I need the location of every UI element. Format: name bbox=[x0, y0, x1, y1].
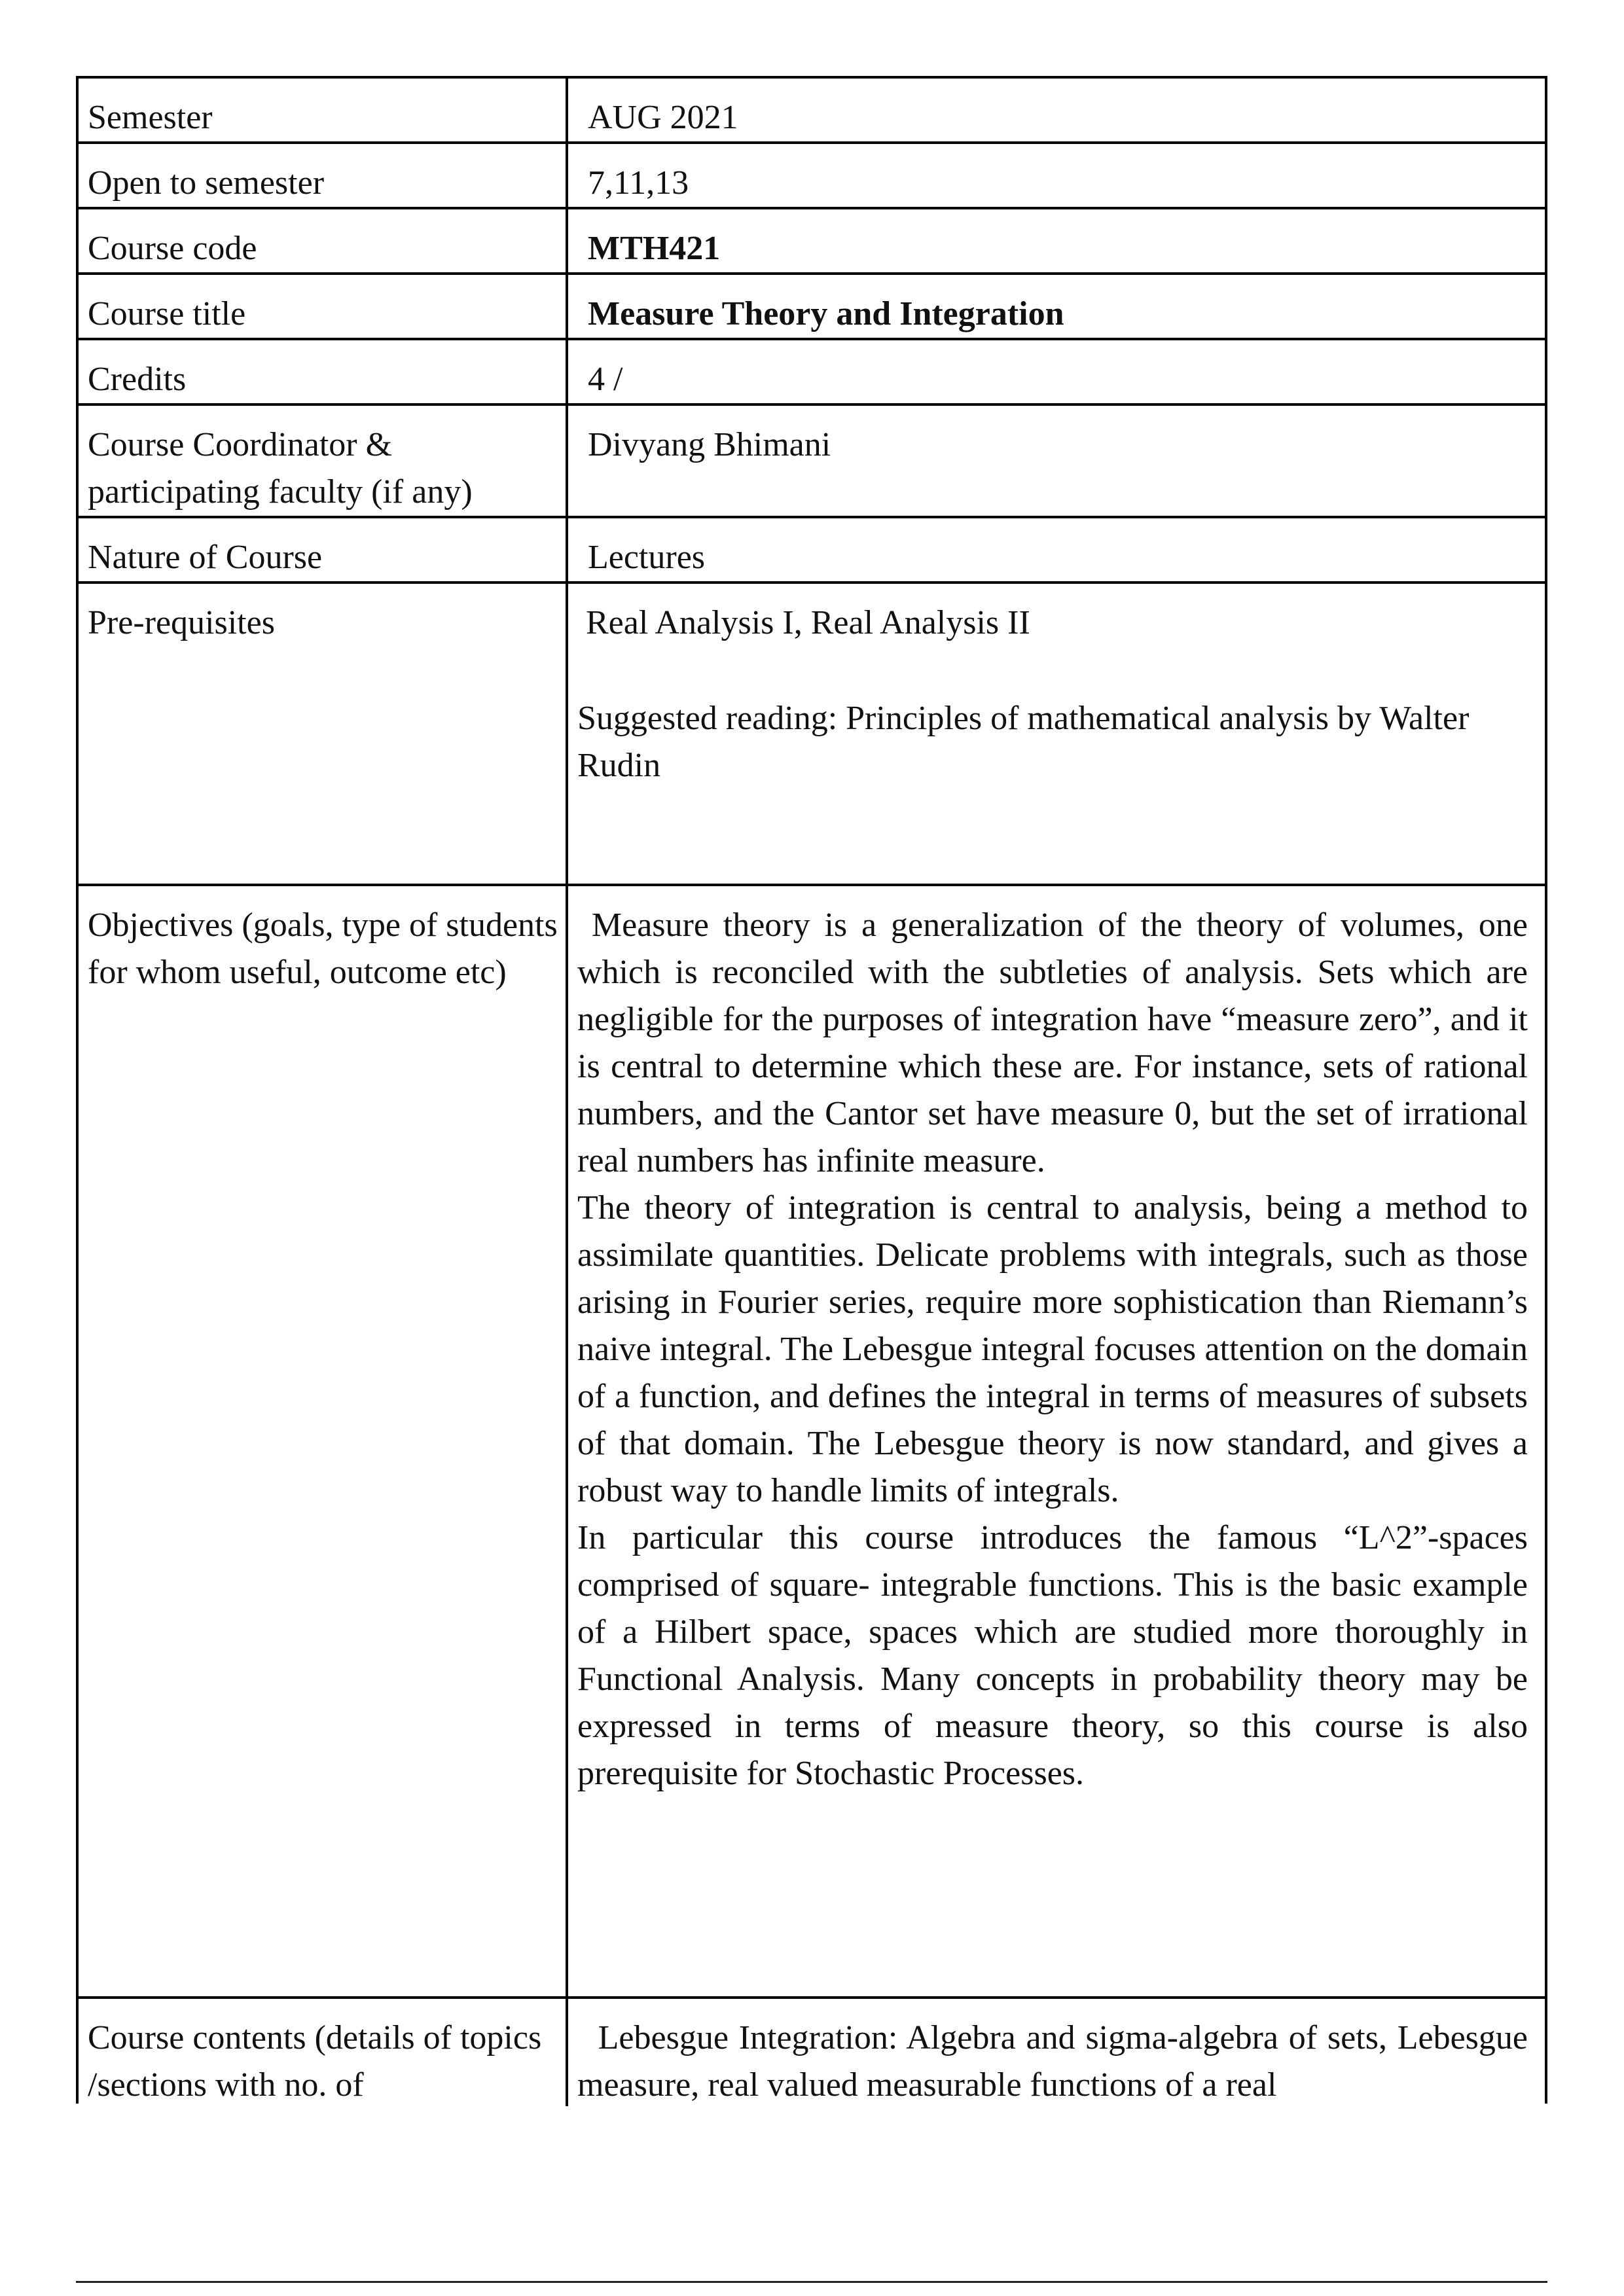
row-label: Objectives (goals, type of students for whom useful, outcome etc) bbox=[79, 886, 568, 1996]
table-row bbox=[79, 275, 1545, 340]
row-label: Course Coordinator & participating faculty (if any) bbox=[79, 406, 568, 516]
table-row bbox=[79, 144, 1545, 209]
row-value: AUG 2021 bbox=[588, 99, 738, 136]
table-row bbox=[79, 209, 1545, 275]
row-label: Nature of Course bbox=[79, 518, 568, 581]
table-row bbox=[79, 1999, 1545, 2106]
course-contents-value bbox=[568, 1999, 1545, 2106]
course-code-value: MTH421 bbox=[588, 230, 721, 267]
objectives-paragraph: Measure theory is a generalization of the theory of volumes, one which is reconciled with the subtleties of analysis. Sets which are negligible for the purposes of integration have “measure zero”, and it is central to determine which these are. For instance, sets of rational numbers, and the Cantor set have measure 0, but the set of irrational real numbers has infinite measure. bbox=[577, 906, 1537, 1179]
row-value: 7,11,13 bbox=[588, 164, 689, 202]
prerequisites-cell bbox=[568, 584, 1545, 884]
course-details-table bbox=[76, 76, 1547, 2104]
course-contents-text: Lebesgue Integration: Algebra and sigma-algebra of sets, Lebesgue measure, real valued measurable functions of a real bbox=[577, 2019, 1537, 2104]
table-row bbox=[79, 584, 1545, 886]
row-label: Open to semester bbox=[79, 144, 568, 207]
suggested-reading: Suggested reading: Principles of mathematical analysis by Walter Rudin bbox=[577, 700, 1478, 784]
objectives-paragraph: In particular this course introduces the famous “L^2”-spaces comprised of square- integrable functions. This is the basic example of a Hilbert space, spaces which are studied more thoroughly in Functional Analysis. Many concepts in probability theory may be expressed in terms of measure theory, so this course is also prerequisite for Stochastic Processes. bbox=[577, 1519, 1536, 1792]
row-value: Divyang Bhimani bbox=[588, 426, 831, 463]
objectives-cell bbox=[568, 886, 1545, 1996]
table-row bbox=[79, 340, 1545, 406]
row-value: 4 / bbox=[588, 361, 623, 398]
objectives-paragraph: The theory of integration is central to analysis, being a method to assimilate quantities. Delicate problems with integrals, such as those arising in Fourier series, require more sophistication than Riemann’s naive integral. The Lebesgue integral focuses attention on the domain of a function, and defines the integral in terms of measures of subsets of that domain. The Lebesgue theory is now standard, and gives a robust way to handle limits of integrals. bbox=[577, 1189, 1536, 1509]
row-label: Semester bbox=[79, 79, 568, 141]
footer-divider bbox=[76, 2281, 1547, 2283]
row-value: Lectures bbox=[588, 539, 706, 576]
row-label: Course code bbox=[79, 209, 568, 272]
table-row bbox=[79, 886, 1545, 1999]
table-row bbox=[79, 79, 1545, 144]
table-row bbox=[79, 518, 1545, 584]
table-row bbox=[79, 406, 1545, 518]
row-label: Pre-requisites bbox=[79, 584, 568, 884]
row-label: Credits bbox=[79, 340, 568, 403]
row-label: Course title bbox=[79, 275, 568, 338]
row-label: Course contents (details of topics /sections with no. of bbox=[79, 1999, 568, 2106]
course-title-value: Measure Theory and Integration bbox=[588, 295, 1064, 332]
prerequisites-value: Real Analysis I, Real Analysis II bbox=[577, 604, 1030, 641]
